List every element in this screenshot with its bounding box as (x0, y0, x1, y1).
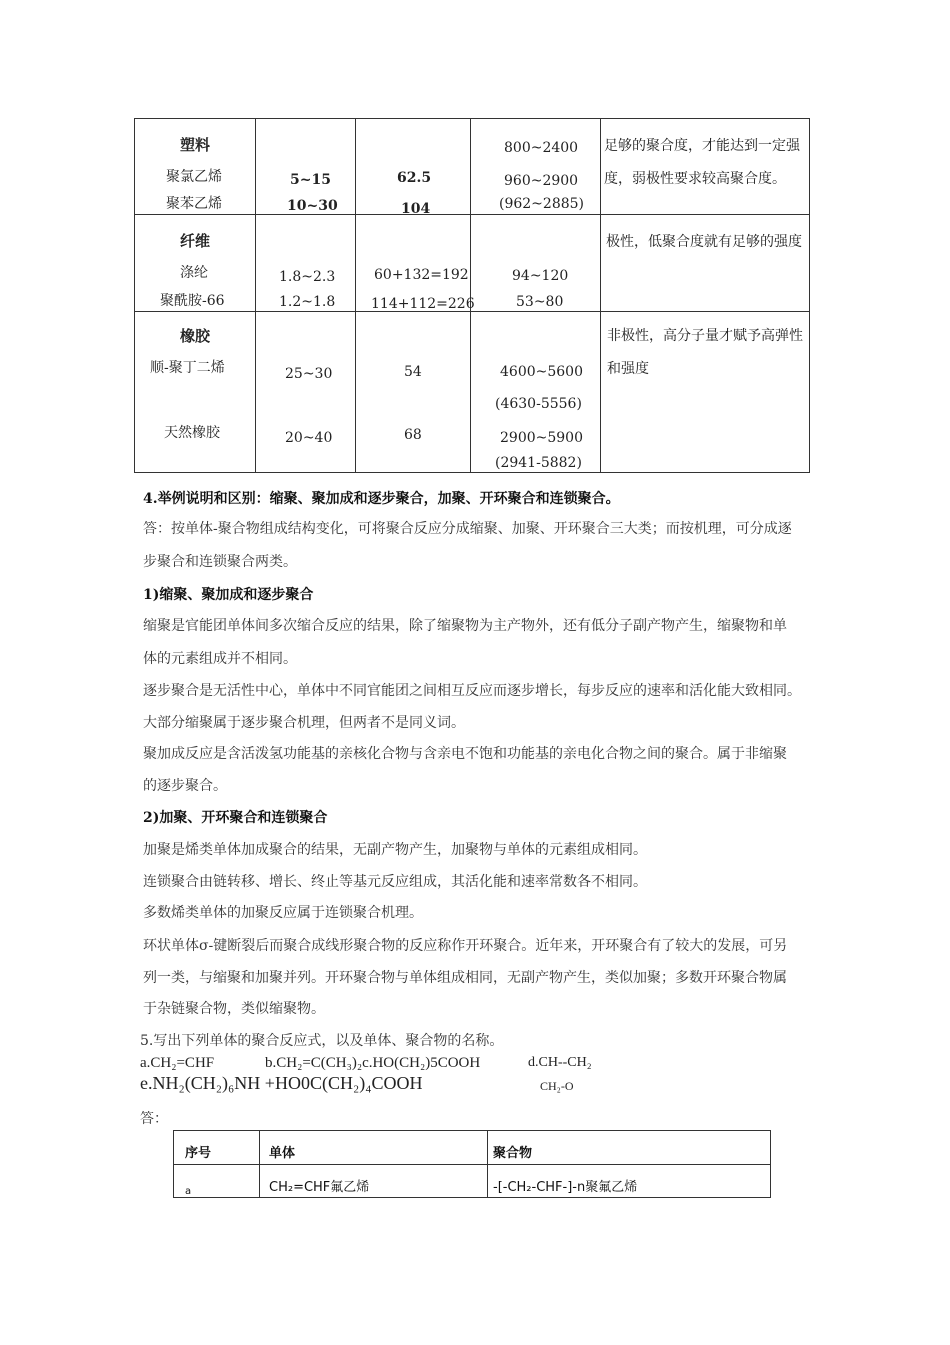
table-border (134, 118, 135, 473)
table-cell: CH₂=CHF氟乙烯 (269, 1180, 370, 1195)
paragraph-line: 多数烯类单体的加聚反应属于连锁聚合机理。 (143, 905, 423, 921)
dp-value: 5~15 (290, 172, 331, 188)
monomer-formula: a.CH₂=CHF (140, 1055, 215, 1071)
category-label: 橡胶 (180, 327, 211, 345)
paragraph-line: 加聚是烯类单体加成聚合的结果，无副产物产生，加聚物与单体的元素组成相同。 (143, 842, 647, 858)
table-border (134, 118, 810, 119)
polymerization-degree: 53~80 (516, 294, 564, 310)
polymer-name: 天然橡胶 (164, 425, 220, 441)
polymer-name: 顺-聚丁二烯 (150, 360, 225, 376)
dp-value: 25~30 (285, 366, 333, 382)
polymerization-degree: (2941-5882) (495, 455, 582, 471)
table-border (134, 214, 810, 215)
paragraph-line: 列一类，与缩聚和加聚并列。开环聚合物与单体组成相同，无副产物产生，类似加聚；多数开环聚合物属 (143, 970, 787, 986)
dp-value: 10~30 (287, 198, 338, 214)
table-cell: -[-CH₂-CHF-]-n聚氟乙烯 (493, 1180, 638, 1195)
subsection-heading: 1)缩聚、聚加成和逐步聚合 (143, 587, 314, 603)
paragraph-line: 于杂链聚合物，类似缩聚物。 (143, 1001, 325, 1017)
table-border (809, 118, 810, 473)
table-border (255, 118, 256, 473)
polymer-name: 聚酰胺-66 (160, 293, 225, 309)
dp-value: 1.2~1.8 (279, 294, 336, 310)
polymerization-degree: 800~2400 (504, 140, 579, 156)
paragraph-line: 聚加成反应是含活泼氢功能基的亲核化合物与含亲电不饱和功能基的亲电化合物之间的聚合。属于非缩聚 (143, 746, 787, 762)
dp-value: 1.8~2.3 (279, 269, 336, 285)
paragraph-line: 步聚合和连锁聚合两类。 (143, 554, 297, 570)
answer-table (173, 1130, 771, 1198)
monomer-formula: CH₂-O (540, 1079, 574, 1093)
category-label: 塑料 (180, 136, 211, 154)
paragraph-line: 环状单体σ-键断裂后而聚合成线形聚合物的反应称作开环聚合。近年来，开环聚合有了较大的发展，可另 (143, 938, 788, 954)
polymerization-degree: 2900~5900 (500, 430, 583, 446)
question-heading: 4.举例说明和区别：缩聚、聚加成和逐步聚合，加聚、开环聚合和连锁聚合。 (143, 491, 620, 507)
note-text: 足够的聚合度，才能达到一定强度，弱极性要求较高聚合度。 (604, 138, 800, 187)
table-border (173, 1164, 771, 1165)
polymer-name: 聚苯乙烯 (166, 196, 222, 212)
polymerization-degree: (4630-5556) (495, 396, 582, 412)
category-label: 纤维 (180, 232, 211, 250)
paragraph-line: 答：按单体-聚合物组成结构变化，可将聚合反应分成缩聚、加聚、开环聚合三大类；而按机理，可分成逐 (143, 521, 792, 537)
unit-mass-value: 104 (401, 201, 431, 217)
polymer-name: 聚氯乙烯 (166, 169, 222, 185)
answer-label: 答： (140, 1111, 168, 1127)
dp-value: 20~40 (285, 430, 333, 446)
unit-mass-value: 68 (404, 427, 422, 443)
column-header: 序号 (185, 1146, 212, 1161)
monomer-formula: e.NH₂(CH₂)₆NH +HO0C(CH₂)₄COOH (140, 1073, 423, 1093)
polymerization-degree: 960~2900 (504, 173, 579, 189)
paragraph-line: 体的元素组成并不相同。 (143, 651, 297, 667)
question-heading: 5.写出下列单体的聚合反应式，以及单体、聚合物的名称。 (140, 1033, 504, 1049)
polymerization-degree: 94~120 (512, 268, 569, 284)
table-cell: a (185, 1186, 192, 1197)
note-text: 极性，低聚合度就有足够的强度 (606, 234, 802, 250)
unit-mass-value: 54 (404, 364, 422, 380)
property-table (134, 118, 810, 473)
column-header: 单体 (269, 1146, 296, 1161)
paragraph-line: 大部分缩聚属于逐步聚合机理，但两者不是同义词。 (143, 715, 465, 731)
table-border (600, 118, 601, 473)
table-border (134, 472, 810, 473)
unit-mass-value: 60+132=192 (374, 267, 469, 283)
paragraph-line: 连锁聚合由链转移、增长、终止等基元反应组成，其活化能和速率常数各不相同。 (143, 874, 647, 890)
paragraph-line: 缩聚是官能团单体间多次缩合反应的结果，除了缩聚物为主产物外，还有低分子副产物产生，缩聚物和单 (143, 618, 787, 634)
table-border (173, 1197, 771, 1198)
table-border (173, 1130, 771, 1131)
paragraph-line: 的逐步聚合。 (143, 778, 227, 794)
unit-mass-value: 114+112=226 (371, 296, 475, 312)
table-border (355, 118, 356, 473)
polymerization-degree: (962~2885) (499, 196, 585, 212)
polymer-name: 涤纶 (180, 265, 208, 281)
column-header: 聚合物 (493, 1146, 533, 1161)
polymerization-degree: 4600~5600 (500, 364, 583, 380)
monomer-formula: d.CH--CH₂ (528, 1055, 592, 1070)
note-text: 非极性，高分子量才赋予高弹性和强度 (607, 328, 803, 377)
subsection-heading: 2)加聚、开环聚合和连锁聚合 (143, 810, 328, 826)
unit-mass-value: 62.5 (397, 170, 432, 186)
paragraph-line: 逐步聚合是无活性中心，单体中不同官能团之间相互反应而逐步增长，每步反应的速率和活化能大致相同。 (143, 683, 801, 699)
monomer-formula: b.CH₂=C(CH₃)₂c.HO(CH₂)5COOH (265, 1055, 481, 1071)
